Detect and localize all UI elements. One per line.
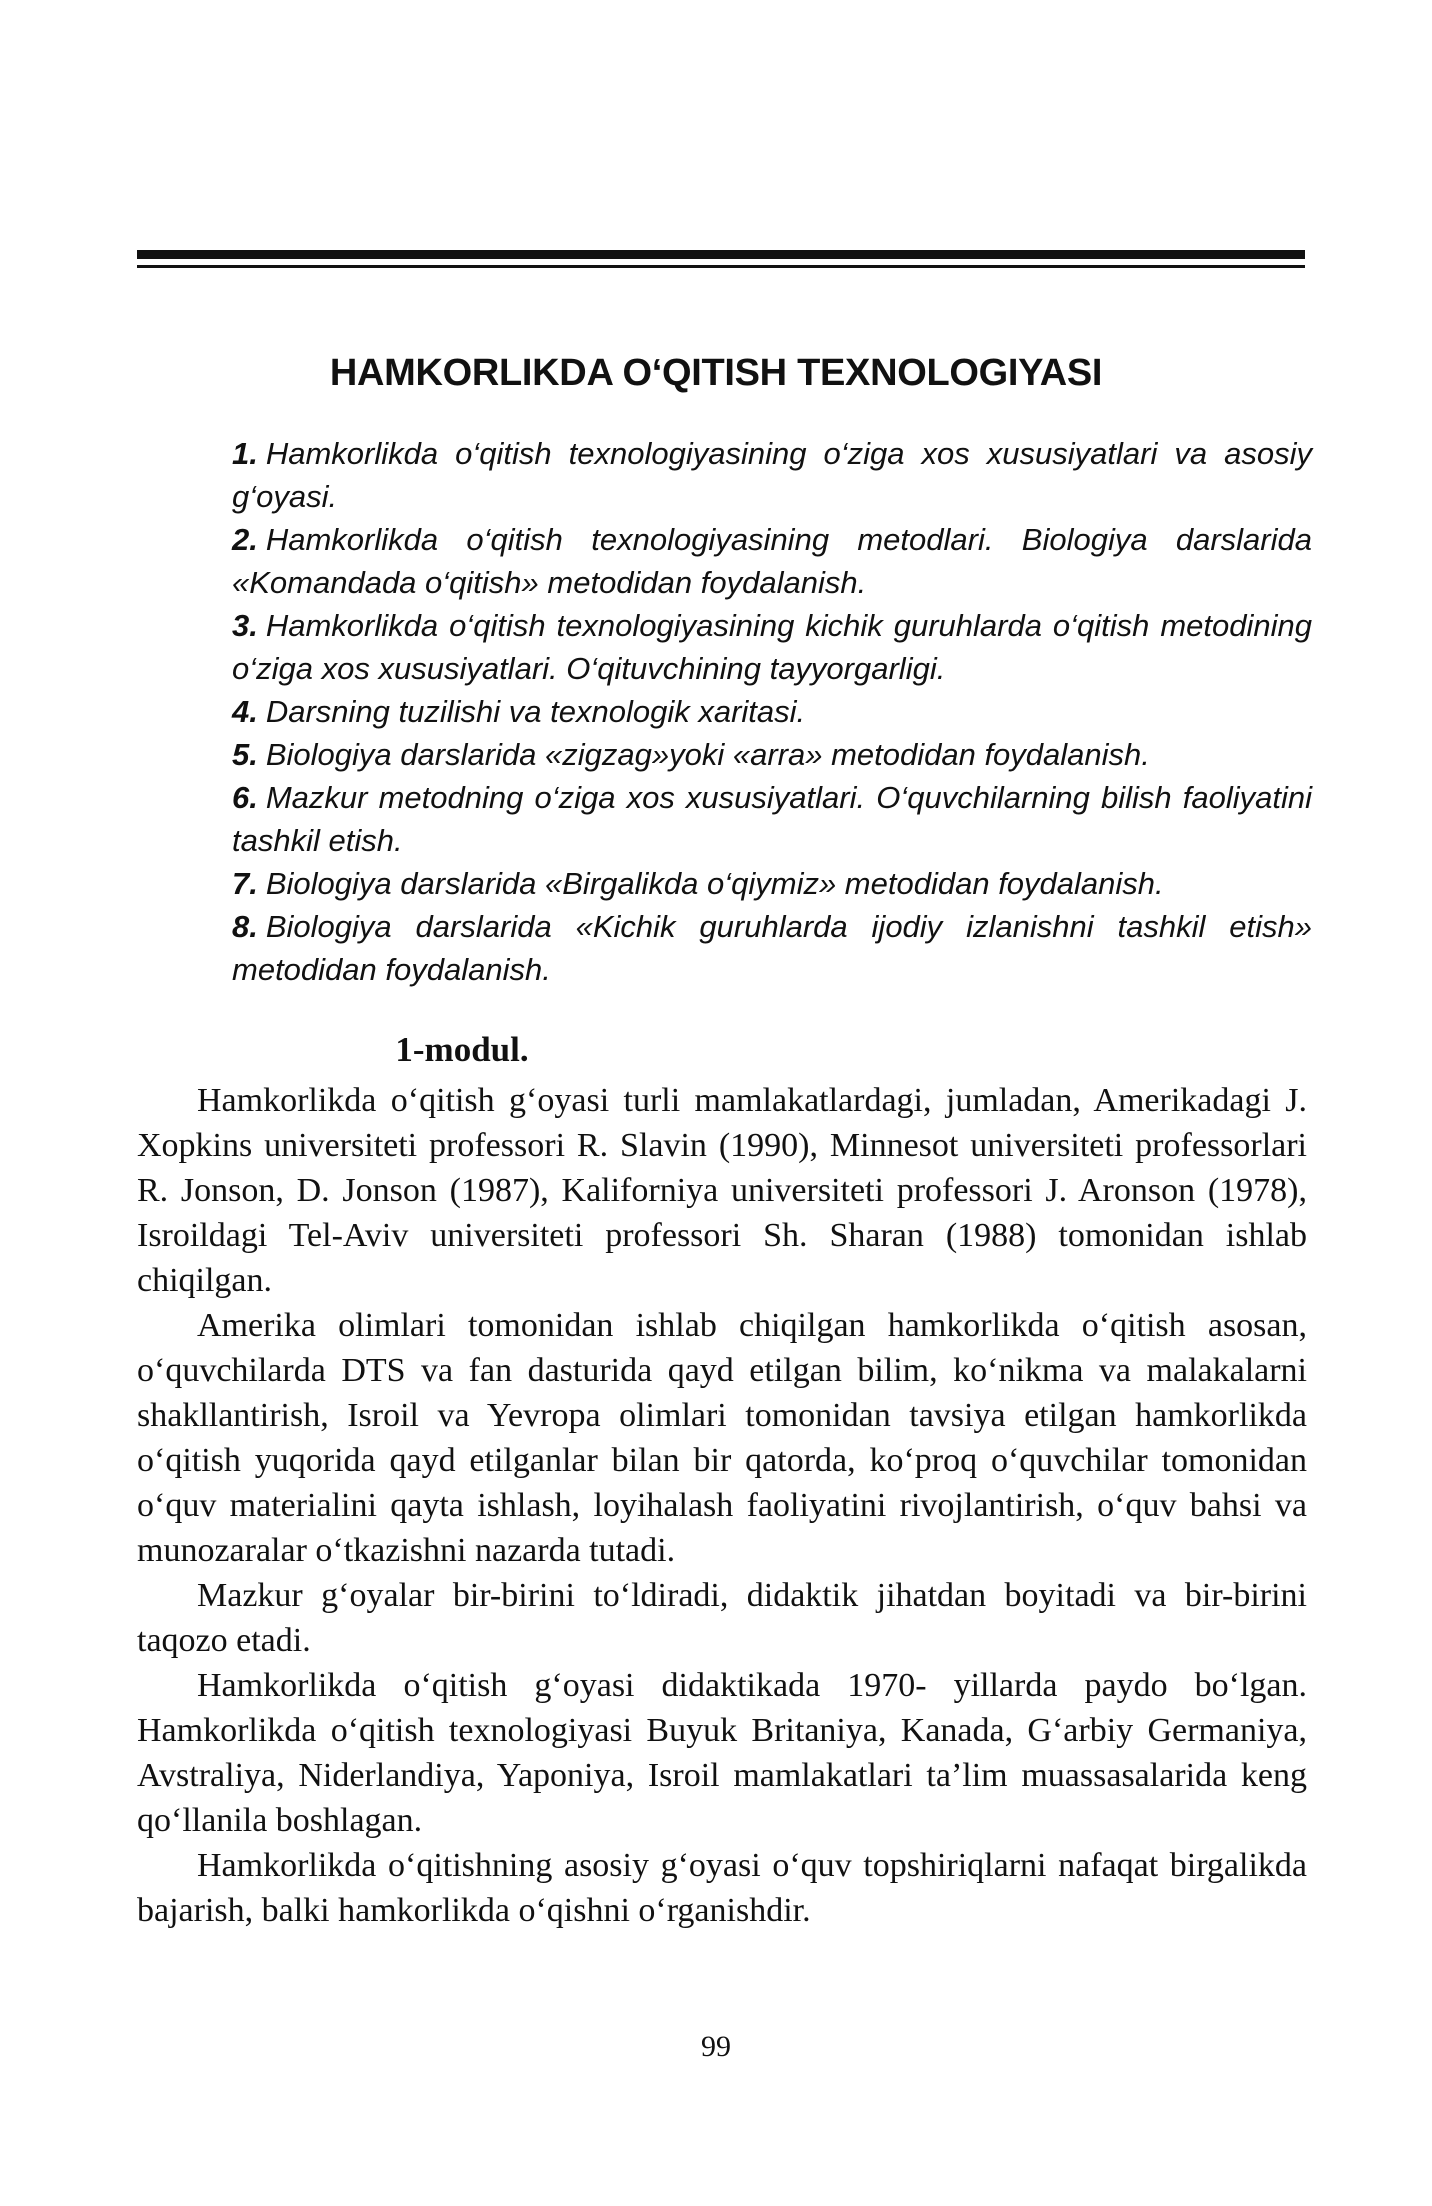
topic-item <box>232 518 1312 604</box>
topic-text: Darsning tuzilishi va texnologik xaritasi. <box>265 694 806 729</box>
header-rule-thick <box>137 250 1305 259</box>
topic-item <box>232 905 1312 991</box>
topic-number: 2. <box>232 522 258 557</box>
topic-number: 5. <box>232 737 258 772</box>
topic-number: 3. <box>232 608 258 643</box>
body-paragraph: Hamkorlikda o‘qitish g‘oyasi didaktikada 1970- yillarda paydo bo‘lgan. Hamkorlikda o‘qitish texnologiyasi Buyuk Britaniya, Kanada, G‘arbiy Germaniya, Avstraliya, Niderlandiya, Yaponiya, Isroil mamlakatlari ta’lim muassasalarida keng qo‘llanila boshlagan. <box>137 1667 1307 1839</box>
topic-number: 8. <box>232 909 258 944</box>
topic-item <box>232 690 1312 733</box>
topic-text: Hamkorlikda o‘qitish texnologiyasining o‘ziga xos xususiyatlari va asosiy g‘oyasi. <box>232 436 1312 514</box>
topic-item <box>232 862 1312 905</box>
header-rule-thin <box>137 265 1305 268</box>
topic-text: Mazkur metodning o‘ziga xos xususiyatlari. O‘quvchilarning bilish faoliyatini tashkil etish. <box>232 780 1312 858</box>
page-title: HAMKORLIKDA O‘QITISH TEXNOLOGIYASI <box>329 352 1103 394</box>
topic-item <box>232 733 1312 776</box>
module-section <box>137 1030 1307 1933</box>
topic-number: 7. <box>232 866 258 901</box>
topic-text: Hamkorlikda o‘qitish texnologiyasining kichik guruhlarda o‘qitish metodining o‘ziga xos xususiyatlari. O‘qituvchining tayyorgarligi. <box>232 608 1312 686</box>
body-paragraph: Mazkur g‘oyalar bir-birini to‘ldiradi, didaktik jihatdan boyitadi va bir-birini taqozo etadi. <box>137 1577 1307 1659</box>
topic-text: Hamkorlikda o‘qitish texnologiyasining metodlari. Biologiya darslarida «Komandada o‘qitish» metodidan foydalanish. <box>232 522 1312 600</box>
topic-text: Biologiya darslarida «Birgalikda o‘qiymiz» metodidan foydalanish. <box>265 866 1164 901</box>
body-paragraph: Amerika olimlari tomonidan ishlab chiqilgan hamkorlikda o‘qitish asosan, o‘quvchilarda DTS va fan dasturida qayd etilgan bilim, ko‘nikma va malakalarni shakllantirish, Isroil va Yevropa olimlari tomonidan tavsiya etilgan hamkorlikda o‘qitish yuqorida qayd etilganlar bilan bir qatorda, ko‘proq o‘quvchilar tomonidan o‘quv materialini qayta ishlash, loyihalash faoliyatini rivojlantirish, o‘quv bahsi va munozaralar o‘tkazishni nazarda tutadi. <box>137 1307 1307 1569</box>
topic-text: Biologiya darslarida «Kichik guruhlarda ijodiy izlanishni tashkil etish» metodidan foydalanish. <box>232 909 1312 987</box>
module-title: 1-modul. <box>395 1030 529 1069</box>
topic-number: 6. <box>232 780 258 815</box>
header-rule <box>137 250 1305 268</box>
topic-list <box>232 432 1312 991</box>
body-paragraph: Hamkorlikda o‘qitishning asosiy g‘oyasi o‘quv topshiriqlarni nafaqat birgalikda bajarish, balki hamkorlikda o‘qishni o‘rganishdir. <box>137 1847 1307 1929</box>
topic-item <box>232 776 1312 862</box>
topic-item <box>232 604 1312 690</box>
topic-item <box>232 432 1312 518</box>
page-number: 99 <box>701 2030 731 2063</box>
body-paragraph: Hamkorlikda o‘qitish g‘oyasi turli mamlakatlardagi, jumladan, Amerikadagi J. Xopkins universiteti professori R. Slavin (1990), Minnesot universiteti professorlari R. Jonson, D. Jonson (1987), Kaliforniya universiteti professori J. Aronson (1978), Isroildagi Tel-Aviv universiteti professori Sh. Sharan (1988) tomonidan ishlab chiqilgan. <box>137 1082 1307 1299</box>
topic-text: Biologiya darslarida «zigzag»yoki «arra» metodidan foydalanish. <box>265 737 1150 772</box>
topic-number: 1. <box>232 436 258 471</box>
topic-number: 4. <box>232 694 258 729</box>
